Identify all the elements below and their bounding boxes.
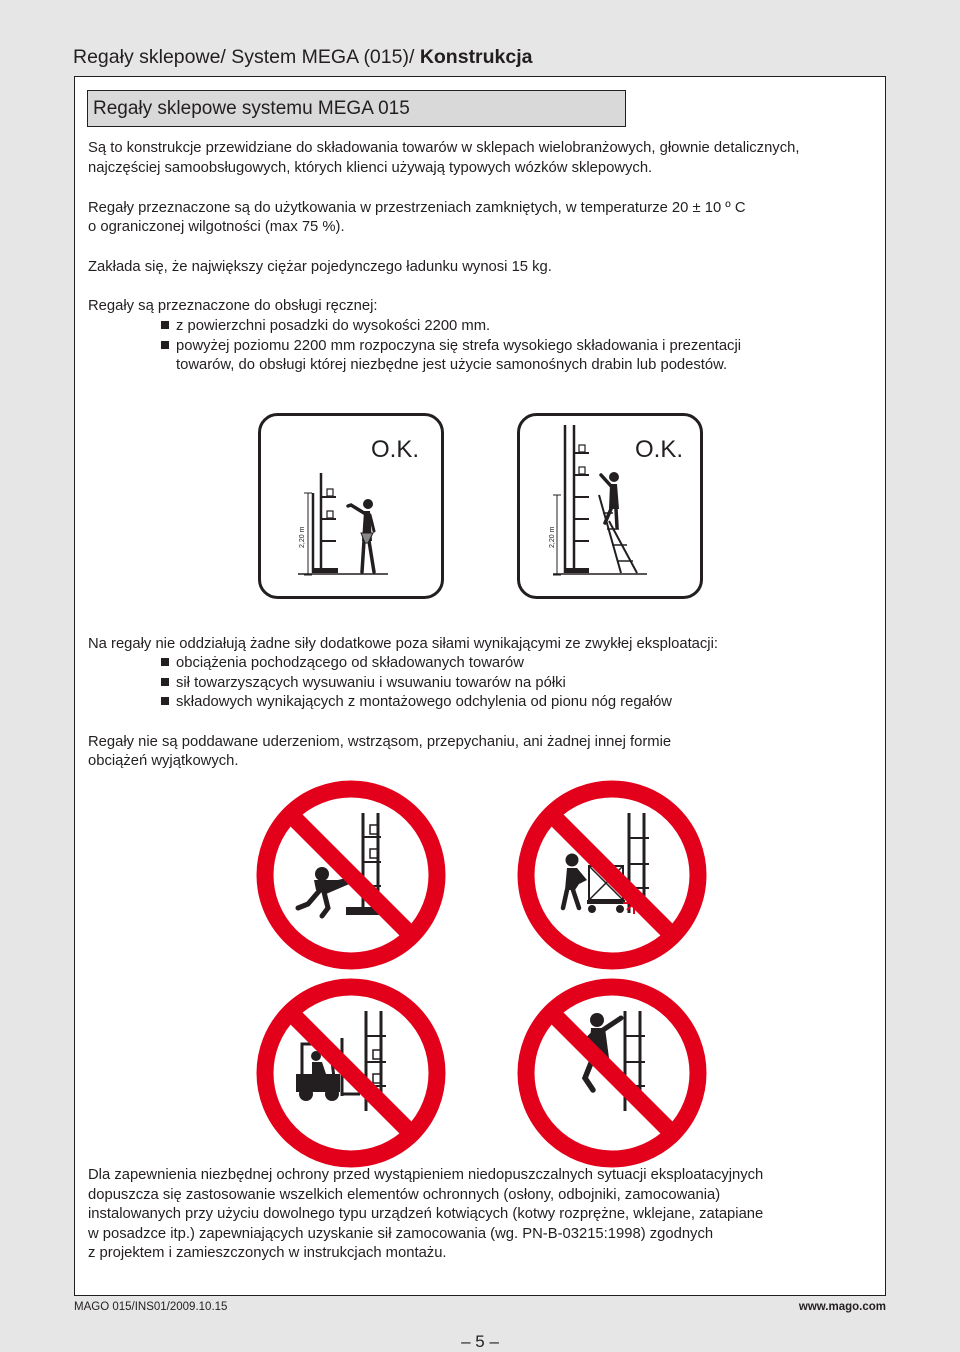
section-title: Regały sklepowe systemu MEGA 015 <box>87 90 626 127</box>
bullet-item: sił towarzyszących wysuwaniu i wsuwaniu towarów na półki <box>161 674 566 694</box>
ok-label: O.K. <box>371 436 420 463</box>
header-breadcrumb: Regały sklepowe/ System MEGA (015)/ <box>73 46 420 68</box>
page-number: – 5 – <box>461 1332 499 1351</box>
bullet-square-icon <box>161 658 169 666</box>
ok-pictogram-ladder <box>517 413 703 599</box>
paragraph-line: dopuszcza się zastosowanie wszelkich elementów ochronnych (osłony, odbojniki, zamocowania) <box>88 1187 721 1203</box>
paragraph-line: najczęściej samoobsługowych, których klienci używają typowych wózków sklepowych. <box>88 160 653 176</box>
paragraph-line: z projektem i zamieszczonych w instrukcjach montażu. <box>88 1245 447 1261</box>
header-current: Konstrukcja <box>419 46 533 68</box>
paragraph-line: Dla zapewnienia niezbędnej ochrony przed wystąpieniem niedopuszczalnych sytuacji eksploatacyjnych <box>88 1167 764 1183</box>
bullet-continuation: towarów, do obsługi której niezbędne jest użycie samonośnych drabin lub podestów. <box>176 357 728 373</box>
paragraph-line: Regały przeznaczone są do użytkowania w przestrzeniach zamkniętych, w temperaturze 20 ± 10 º C <box>88 200 746 216</box>
page-header <box>73 46 533 69</box>
no-cart-impact-icon <box>517 780 707 970</box>
no-climbing-icon <box>517 978 707 1168</box>
bullet-square-icon <box>161 341 169 349</box>
dimension-label: 2,20 m <box>299 526 306 548</box>
dimension-label: 2,20 m <box>549 526 556 548</box>
bullet-item: powyżej poziomu 2200 mm rozpoczyna się strefa wysokiego składowania i prezentacji <box>161 337 741 357</box>
paragraph-line: obciążeń wyjątkowych. <box>88 753 239 769</box>
website-link[interactable]: www.mago.com <box>798 1301 886 1313</box>
paragraph-line: o ograniczonej wilgotności (max 75 %). <box>88 219 345 235</box>
paragraph-line: Na regały nie oddziałują żadne siły dodatkowe poza siłami wynikającymi ze zwykłej eksploatacji: <box>88 636 718 652</box>
no-forklift-icon <box>256 978 446 1168</box>
paragraph-line: Są to konstrukcje przewidziane do składowania towarów w sklepach wielobranżowych, głownie detalicznych, <box>88 140 800 156</box>
paragraph-line: instalowanych przy użyciu dowolnego typu urządzeń kotwiących (kotwy rozprężne, wklejane, zatapiane <box>88 1206 764 1222</box>
paragraph-line: Zakłada się, że największy ciężar pojedynczego ładunku wynosi 15 kg. <box>88 259 552 275</box>
paragraph-line: Regały są przeznaczone do obsługi ręcznej: <box>88 298 378 314</box>
bullet-square-icon <box>161 697 169 705</box>
bullet-item: obciążenia pochodzącego od składowanych towarów <box>161 654 524 674</box>
document-code: MAGO 015/INS01/2009.10.15 <box>74 1301 228 1313</box>
no-pushing-icon <box>256 780 446 970</box>
ok-pictogram-floor <box>258 413 444 599</box>
bullet-square-icon <box>161 678 169 686</box>
paragraph-line: Regały nie są poddawane uderzeniom, wstrząsom, przepychaniu, ani żadnej innej formie <box>88 734 672 750</box>
bullet-square-icon <box>161 321 169 329</box>
bullet-item: z powierzchni posadzki do wysokości 2200 mm. <box>161 317 490 337</box>
bullet-item: składowych wynikających z montażowego odchylenia od pionu nóg regałów <box>161 693 672 713</box>
ok-label: O.K. <box>635 436 684 463</box>
paragraph-line: w posadzce itp.) zapewniających uzyskanie sił zamocowania (wg. PN-B-03215:1998) zgodnych <box>88 1226 714 1242</box>
